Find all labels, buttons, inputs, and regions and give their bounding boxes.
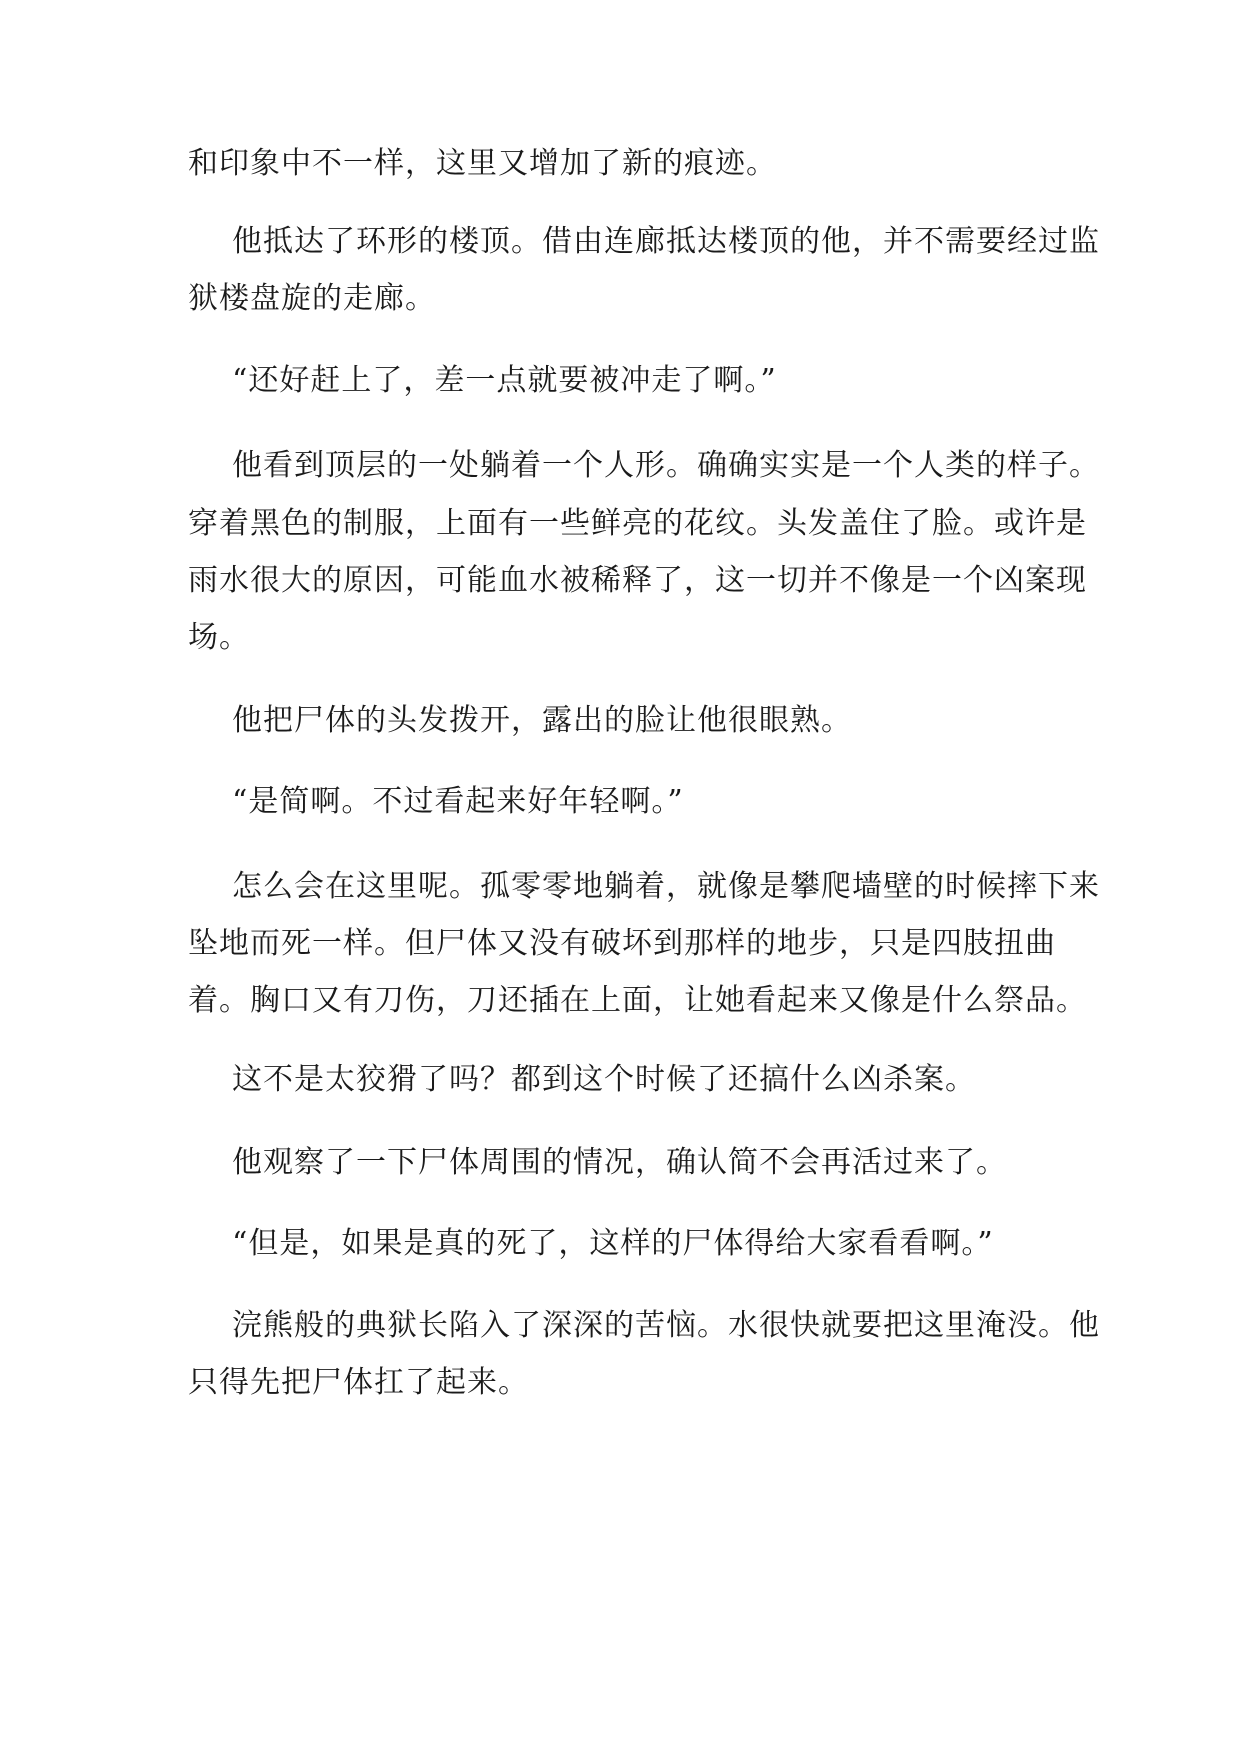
paragraph-4-line-4: 场。 (188, 620, 250, 655)
paragraph-7-line-1: 怎么会在这里呢。孤零零地躺着，就像是攀爬墙壁的时候摔下来 (232, 869, 1100, 904)
paragraph-4-line-1: 他看到顶层的一处躺着一个人形。确确实实是一个人类的样子。 (232, 448, 1100, 483)
paragraph-10-line-1: “但是，如果是真的死了，这样的尸体得给大家看看啊。” (232, 1226, 994, 1261)
paragraph-11-line-1: 浣熊般的典狱长陷入了深深的苦恼。水很快就要把这里淹没。他 (232, 1308, 1100, 1343)
paragraph-4-line-2: 穿着黑色的制服，上面有一些鲜亮的花纹。头发盖住了脸。或许是 (188, 506, 1087, 541)
paragraph-9-line-1: 他观察了一下尸体周围的情况，确认简不会再活过来了。 (232, 1145, 1007, 1180)
paragraph-7-line-2: 坠地而死一样。但尸体又没有破坏到那样的地步，只是四肢扭曲 (188, 926, 1056, 961)
paragraph-8-line-1: 这不是太狡猾了吗？都到这个时候了还搞什么凶杀案。 (232, 1062, 976, 1097)
paragraph-5-line-1: 他把尸体的头发拨开，露出的脸让他很眼熟。 (232, 703, 852, 738)
paragraph-2-line-1: 他抵达了环形的楼顶。借由连廊抵达楼顶的他，并不需要经过监 (232, 224, 1100, 259)
paragraph-4-line-3: 雨水很大的原因，可能血水被稀释了，这一切并不像是一个凶案现 (188, 563, 1087, 598)
paragraph-6-line-1: “是简啊。不过看起来好年轻啊。” (232, 784, 684, 819)
paragraph-3-line-1: “还好赶上了，差一点就要被冲走了啊。” (232, 363, 777, 398)
paragraph-1-line-1: 和印象中不一样，这里又增加了新的痕迹。 (188, 146, 777, 181)
paragraph-7-line-3: 着。胸口又有刀伤，刀还插在上面，让她看起来又像是什么祭品。 (188, 983, 1087, 1018)
paragraph-2-line-2: 狱楼盘旋的走廊。 (188, 281, 436, 316)
paragraph-11-line-2: 只得先把尸体扛了起来。 (188, 1365, 529, 1400)
